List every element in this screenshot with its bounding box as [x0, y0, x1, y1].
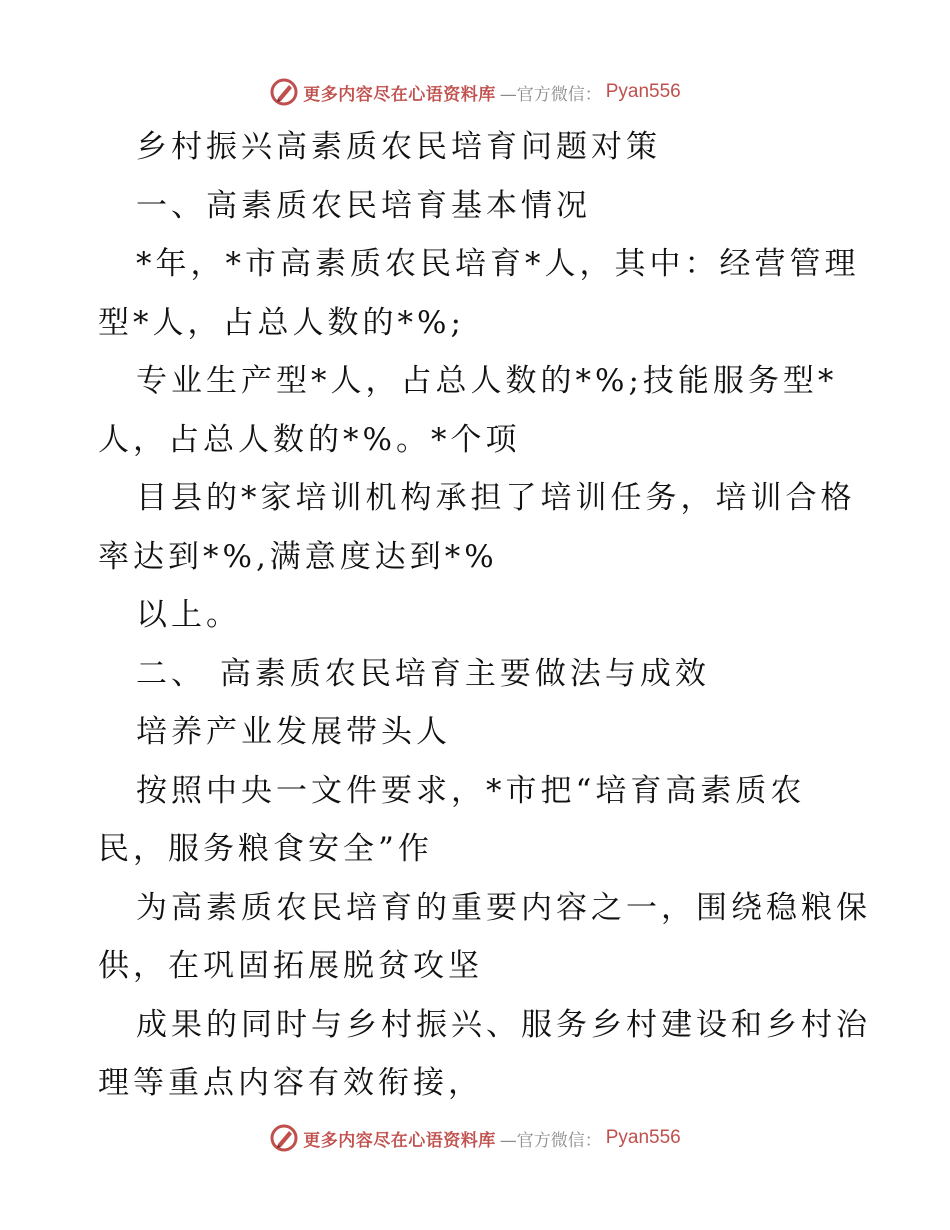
banner-slogan: 更多内容尽在心语资料库	[303, 1130, 496, 1151]
document-line: 二、 高素质农民培育主要做法与成效	[136, 655, 710, 692]
banner-wechat-label: —官方微信：	[499, 84, 602, 105]
document-line: 按照中央一文件要求，*市把“培育高素质农	[136, 772, 806, 809]
document-line: 乡村振兴高素质农民培育问题对策	[136, 129, 661, 165]
document-line: 专业生产型*人，占总人数的*%;技能服务型*	[136, 363, 838, 399]
banner-wechat-id: Pyan556	[605, 81, 681, 102]
footer-banner	[0, 1118, 950, 1158]
document-line: 目县的*家培训机构承担了培训任务，培训合格	[136, 480, 856, 516]
banner-slogan: 更多内容尽在心语资料库	[303, 84, 496, 105]
document-body	[98, 118, 871, 1113]
document-line: 成果的同时与乡村振兴、服务乡村建设和乡村治	[136, 1006, 871, 1043]
document-line: 一、高素质农民培育基本情况	[136, 187, 591, 224]
document-line: 培养产业发展带头人	[136, 714, 451, 750]
document-line: 为高素质农民培育的重要内容之一，围绕稳粮保	[136, 889, 871, 926]
pen-logo-icon	[269, 77, 299, 107]
document-line: 民，服务粮食安全”作	[98, 831, 433, 867]
document-line: 人，占总人数的*%。*个项	[98, 421, 521, 458]
banner-wechat-id: Pyan556	[605, 1127, 681, 1148]
header-banner	[0, 72, 950, 112]
document-line: *年，*市高素质农民培育*人，其中：经营管理	[136, 246, 860, 282]
document-line: 理等重点内容有效衔接，	[98, 1065, 483, 1101]
pen-logo-icon	[269, 1123, 299, 1153]
banner-wechat-label: —官方微信：	[499, 1130, 602, 1151]
document-line: 率达到*%,满意度达到*%	[98, 538, 498, 575]
document-line: 型*人，占总人数的*%;	[98, 304, 465, 341]
document-line: 以上。	[136, 597, 241, 633]
document-line: 供，在巩固拓展脱贫攻坚	[98, 948, 483, 984]
